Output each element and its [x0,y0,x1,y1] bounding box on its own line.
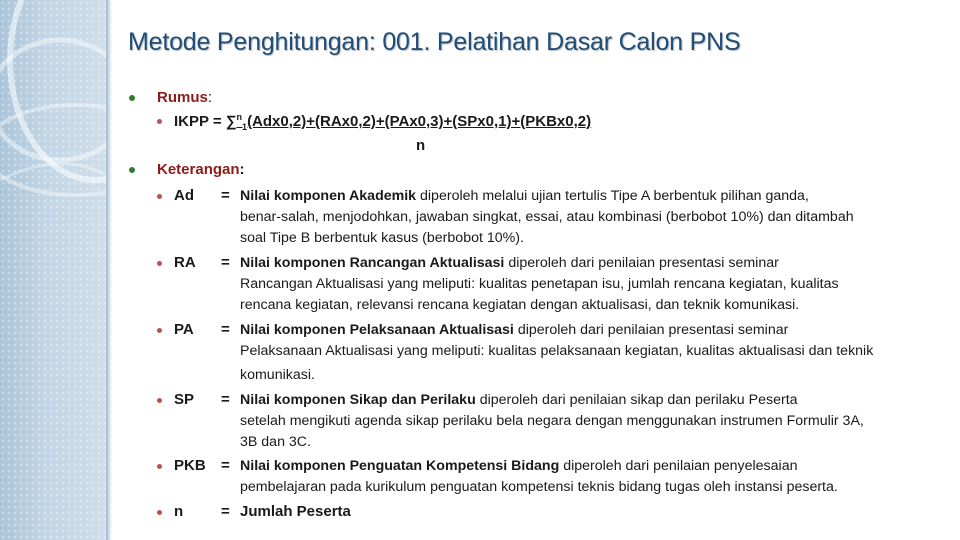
ikpp-formula [174,112,591,132]
bullet-icon [129,95,135,101]
definition-equals: = [221,457,230,474]
definition-line [240,503,351,520]
bullet-icon [157,119,162,124]
definition-abbr: PKB [174,457,206,474]
definition-line: Nilai komponen Sikap dan Perilaku diperoleh dari penilaian sikap dan perilaku Peserta [240,392,798,408]
bullet-icon [157,328,162,333]
definition-abbr: SP [174,391,195,408]
definition-line: Pelaksanaan Aktualisasi yang meliputi: kualitas pelaksanaan kegiatan, kualitas aktualisasi dan teknik [240,343,874,359]
definition-line: Nilai komponen Akademik diperoleh melalui ujian tertulis Tipe A berbentuk pilihan ganda, [240,188,809,204]
formula-numerator [226,113,591,130]
rumus-heading [157,89,212,106]
definition-line: 3B dan 3C. [240,434,311,450]
bullet-icon [129,167,135,173]
definition-line: setelah mengikuti agenda sikap perilaku bela negara dengan menggunakan instrumen Formulir 3A, [240,413,864,429]
definition-abbr: RA [174,254,196,271]
slide-title: Metode Penghitungan: 001. Pelatihan Dasar Calon PNS [128,28,741,56]
definition-line: Nilai komponen Penguatan Kompetensi Bidang diperoleh dari penilaian penyelesaian [240,458,798,474]
definition-line: pembelajaran pada kurikulum penguatan kompetensi teknis bidang tugas oleh instansi peserta. [240,479,838,495]
decorative-side-panel [0,0,106,540]
definition-equals: = [221,503,230,520]
definition-name: Nilai komponen Sikap dan Perilaku [240,392,476,408]
definition-name: Jumlah Peserta [240,503,351,520]
bullet-icon [157,194,162,199]
definition-equals: = [221,321,230,338]
rumus-colon: : [207,89,213,106]
definition-line: komunikasi. [240,367,315,383]
definition-name: Nilai komponen Rancangan Aktualisasi [240,255,505,271]
side-panel-edge [106,0,112,540]
definition-line: rencana kegiatan, relevansi rencana kegiatan dengan aktualisasi, dan teknik komunikasi. [240,297,800,313]
formula-denominator: n [416,137,426,154]
keterangan-colon: : [239,161,245,178]
definition-line: Nilai komponen Pelaksanaan Aktualisasi diperoleh dari penilaian presentasi seminar [240,322,789,338]
definition-line: soal Tipe B berbentuk kasus (berbobot 10%). [240,230,524,246]
ikpp-label: IKPP = [174,113,226,130]
definition-equals: = [221,187,230,204]
definition-line: Nilai komponen Rancangan Aktualisasi diperoleh dari penilaian presentasi seminar [240,255,779,271]
definition-abbr: Ad [174,187,194,204]
bullet-icon [157,510,162,515]
keterangan-heading [157,161,245,178]
bullet-icon [157,464,162,469]
decorative-swirl-graphic [0,0,106,540]
definition-abbr: PA [174,321,194,338]
definition-equals: = [221,391,230,408]
definition-equals: = [221,254,230,271]
definition-name: Nilai komponen Akademik [240,188,417,204]
definition-line: Rancangan Aktualisasi yang meliputi: kualitas penetapan isu, jumlah rencana kegiatan, kualitas [240,276,839,292]
definition-abbr: n [174,503,184,520]
sigma-subscript: 1 [242,122,248,132]
definition-line: benar-salah, menjodohkan, jawaban singkat, essai, atau kombinasi (berbobot 10%) dan ditambah [240,209,854,225]
keterangan-label: Keterangan [157,161,240,178]
bullet-icon [157,261,162,266]
definition-name: Nilai komponen Penguatan Kompetensi Bidang [240,458,560,474]
sigma-symbol: ∑ [225,113,237,130]
bullet-icon [157,398,162,403]
sigma-superscript: n [236,112,243,122]
formula-terms: (Adx0,2)+(RAx0,2)+(PAx0,3)+(SPx0,1)+(PKBx0,2) [247,113,592,130]
rumus-label: Rumus [157,89,208,106]
definition-name: Nilai komponen Pelaksanaan Aktualisasi [240,322,514,338]
